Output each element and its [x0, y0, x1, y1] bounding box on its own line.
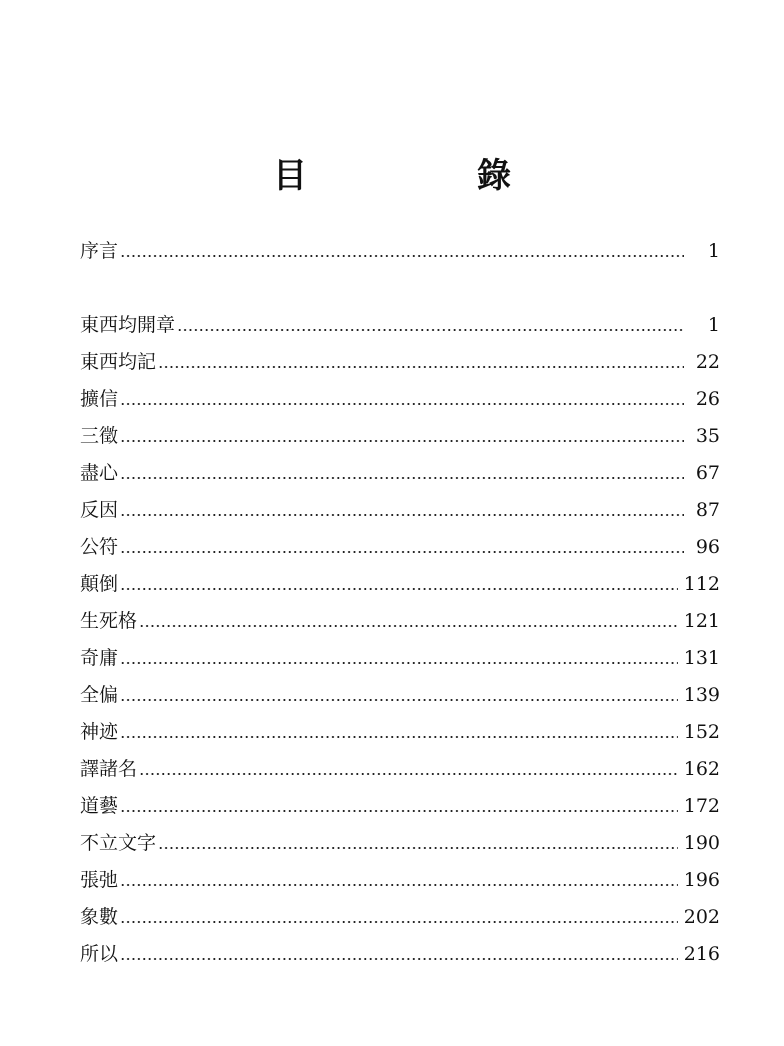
- dot-leader: [120, 384, 684, 414]
- toc-entry-label: 不立文字: [80, 832, 157, 854]
- toc-entry[interactable]: [80, 939, 720, 969]
- toc-entry[interactable]: [80, 754, 720, 784]
- dot-leader: [120, 791, 678, 821]
- toc-entry[interactable]: [80, 532, 720, 562]
- toc-entry[interactable]: [80, 421, 720, 451]
- toc-entry[interactable]: [80, 680, 720, 710]
- toc-entry[interactable]: [80, 791, 720, 821]
- toc-entry-page: 121: [683, 610, 720, 632]
- toc-entry-label: 盡心: [80, 462, 119, 484]
- toc-entry[interactable]: [80, 310, 720, 340]
- toc-entry-label: 譯諸名: [80, 758, 138, 780]
- toc-entry[interactable]: [80, 384, 720, 414]
- toc-entry-page: 139: [683, 684, 720, 706]
- toc-entry[interactable]: [80, 717, 720, 747]
- toc-entry-page: 22: [695, 351, 720, 373]
- dot-leader: [120, 865, 678, 895]
- toc-entry-label: 三徵: [80, 425, 119, 447]
- toc-entry[interactable]: [80, 458, 720, 488]
- toc-entry-label: 神迹: [80, 721, 119, 743]
- toc-entry-label: 東西均記: [80, 351, 157, 373]
- toc-entry[interactable]: [80, 828, 720, 858]
- dot-leader: [177, 310, 684, 340]
- toc-entry-label: 全偏: [80, 684, 119, 706]
- toc-entry-page: 112: [683, 573, 720, 595]
- toc-entry[interactable]: [80, 902, 720, 932]
- toc-entry-page: 202: [683, 906, 720, 928]
- toc-entry-label: 序言: [80, 240, 119, 262]
- toc-entry[interactable]: [80, 865, 720, 895]
- toc-entry-page: 87: [695, 499, 720, 521]
- toc-entry[interactable]: [80, 569, 720, 599]
- dot-leader: [120, 902, 678, 932]
- dot-leader: [120, 532, 684, 562]
- toc-entry-label: 反因: [80, 499, 119, 521]
- dot-leader: [120, 717, 678, 747]
- toc-entry-label: 擴信: [80, 388, 119, 410]
- toc-entry-page: 131: [683, 647, 720, 669]
- toc-entry[interactable]: [80, 495, 720, 525]
- toc-entry-page: 1: [707, 240, 720, 262]
- toc-entry-page: 26: [695, 388, 720, 410]
- toc-entry-page: 162: [683, 758, 720, 780]
- dot-leader: [139, 606, 678, 636]
- toc-entry-page: 190: [683, 832, 720, 854]
- toc-entry-label: 顛倒: [80, 573, 119, 595]
- toc-entry-label: 象數: [80, 906, 119, 928]
- dot-leader: [120, 421, 684, 451]
- dot-leader: [120, 495, 684, 525]
- toc-entry[interactable]: [80, 606, 720, 636]
- toc-entry-preface[interactable]: [80, 236, 720, 266]
- dot-leader: [158, 828, 678, 858]
- dot-leader: [120, 236, 684, 266]
- dot-leader: [120, 458, 684, 488]
- toc-entry-page: 172: [683, 795, 720, 817]
- toc-entry-label: 生死格: [80, 610, 138, 632]
- toc-entry-label: 所以: [80, 943, 119, 965]
- dot-leader: [120, 569, 678, 599]
- toc-entry-page: 1: [707, 314, 720, 336]
- toc-entry-page: 35: [695, 425, 720, 447]
- toc-entry-label: 張弛: [80, 869, 119, 891]
- toc-entry-page: 67: [695, 462, 720, 484]
- toc-entry-page: 152: [683, 721, 720, 743]
- dot-leader: [120, 939, 678, 969]
- toc-entry-page: 216: [683, 943, 720, 965]
- toc-entry[interactable]: [80, 643, 720, 673]
- dot-leader: [158, 347, 684, 377]
- toc-entry-label: 東西均開章: [80, 314, 176, 336]
- toc-entry-label: 奇庸: [80, 647, 119, 669]
- toc-entry-label: 公符: [80, 536, 119, 558]
- dot-leader: [139, 754, 678, 784]
- toc-entry-page: 96: [695, 536, 720, 558]
- page-title: 目 錄: [273, 156, 579, 196]
- toc-entry-page: 196: [683, 869, 720, 891]
- toc-entry[interactable]: [80, 347, 720, 377]
- toc-entry-label: 道藝: [80, 795, 119, 817]
- dot-leader: [120, 643, 678, 673]
- dot-leader: [120, 680, 678, 710]
